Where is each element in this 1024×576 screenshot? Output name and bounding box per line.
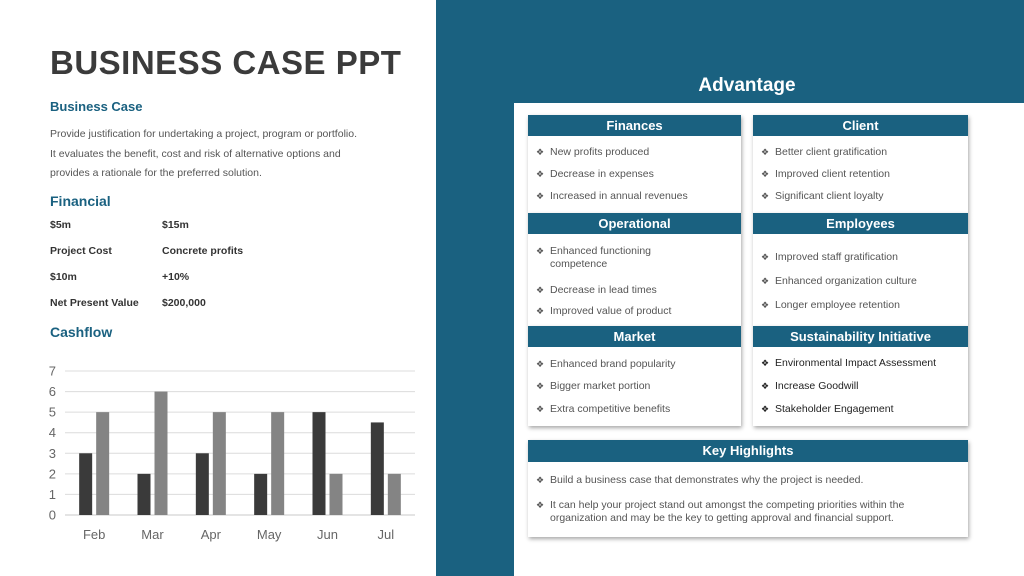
- card-title: Client: [753, 115, 968, 136]
- list-item-text: Better client gratification: [775, 146, 888, 158]
- list-item-text: Improved client retention: [775, 168, 890, 180]
- x-tick-label: Feb: [82, 527, 106, 542]
- card-title: Sustainability Initiative: [753, 326, 968, 347]
- description-line: It evaluates the benefit, cost and risk of alternative options and: [50, 147, 341, 160]
- diamond-bullet-icon: ❖: [761, 276, 770, 286]
- diamond-bullet-icon: ❖: [536, 475, 545, 485]
- bar: [79, 453, 92, 515]
- card-sustainability-initiative: [753, 326, 968, 426]
- list-item-text: Longer employee retention: [775, 299, 900, 311]
- list-item-text: Increase Goodwill: [775, 380, 859, 392]
- diamond-bullet-icon: ❖: [536, 147, 545, 157]
- cashflow-heading: Cashflow: [50, 324, 113, 340]
- bar: [96, 412, 109, 515]
- diamond-bullet-icon: ❖: [536, 285, 545, 295]
- bar: [155, 392, 168, 515]
- y-tick-label: 5: [48, 404, 56, 420]
- financial-label: Net Present Value: [50, 297, 139, 309]
- card-key-highlights: [528, 440, 968, 537]
- financial-value: $200,000: [162, 297, 206, 309]
- diamond-bullet-icon: ❖: [536, 359, 545, 369]
- x-tick-label: Jun: [317, 527, 338, 542]
- bar: [138, 474, 151, 515]
- list-item-text: Increased in annual revenues: [550, 190, 688, 202]
- list-item-line: It can help your project stand out amongst the competing priorities within the: [550, 499, 905, 511]
- list-item-line: organization and may be the key to getting approval and financial support.: [550, 512, 894, 524]
- financial-heading: Financial: [50, 193, 111, 209]
- diamond-bullet-icon: ❖: [761, 300, 770, 310]
- diamond-bullet-icon: ❖: [761, 381, 770, 391]
- financial-label: Project Cost: [50, 245, 112, 257]
- list-item-line: competence: [550, 258, 608, 270]
- bar: [330, 474, 343, 515]
- list-item-text: Improved value of product: [550, 305, 672, 317]
- card-title: Employees: [753, 213, 968, 234]
- diamond-bullet-icon: ❖: [536, 191, 545, 201]
- list-item: [761, 146, 887, 159]
- list-item: [536, 190, 688, 203]
- card-title: Key Highlights: [528, 440, 968, 462]
- cashflow-chart: [40, 360, 430, 550]
- x-tick-label: Apr: [200, 527, 221, 542]
- list-item-text: Significant client loyalty: [775, 190, 884, 202]
- y-tick-label: 0: [48, 507, 56, 523]
- diamond-bullet-icon: ❖: [761, 358, 770, 368]
- list-item: [536, 305, 671, 318]
- card-client: [753, 115, 968, 213]
- y-tick-label: 3: [48, 445, 56, 461]
- list-item: [536, 168, 654, 181]
- financial-value: $10m: [50, 271, 77, 283]
- business-case-description: [50, 125, 420, 184]
- y-tick-label: 7: [48, 363, 56, 379]
- card-title: Market: [528, 326, 741, 347]
- page-title: BUSINESS CASE PPT: [50, 44, 402, 81]
- x-tick-label: May: [256, 527, 282, 542]
- list-item-text: Enhanced brand popularity: [550, 358, 676, 370]
- list-item-text: Extra competitive benefits: [550, 403, 671, 415]
- diamond-bullet-icon: ❖: [761, 404, 770, 414]
- list-item-text: Stakeholder Engagement: [775, 403, 894, 415]
- list-item: [761, 190, 884, 203]
- card-title: Operational: [528, 213, 741, 234]
- list-item: [536, 284, 657, 297]
- list-item: [536, 146, 649, 159]
- list-item: [761, 357, 936, 370]
- diamond-bullet-icon: ❖: [761, 252, 770, 262]
- description-line: Provide justification for undertaking a project, program or portfolio.: [50, 128, 357, 140]
- list-item: [761, 168, 890, 181]
- list-item: [536, 499, 904, 525]
- bar: [371, 422, 384, 515]
- list-item: [536, 380, 650, 393]
- list-item: [761, 380, 858, 393]
- card-operational: [528, 213, 741, 326]
- financial-value: +10%: [162, 271, 190, 283]
- advantage-title: Advantage: [698, 75, 796, 96]
- list-item: [761, 299, 900, 312]
- list-item: [536, 245, 651, 271]
- diamond-bullet-icon: ❖: [536, 169, 545, 179]
- diamond-bullet-icon: ❖: [536, 381, 545, 391]
- list-item-text: Enhanced organization culture: [775, 275, 917, 287]
- diamond-bullet-icon: ❖: [536, 500, 545, 510]
- financial-label: Concrete profits: [162, 245, 244, 257]
- list-item-text: [550, 245, 651, 271]
- description-line: provides a rationale for the preferred solution.: [50, 167, 262, 179]
- y-tick-label: 4: [48, 425, 56, 441]
- list-item: [536, 358, 676, 371]
- business-case-heading: Business Case: [50, 99, 143, 114]
- list-item: [761, 403, 894, 416]
- diamond-bullet-icon: ❖: [536, 404, 545, 414]
- list-item-text: Build a business case that demonstrates why the project is needed.: [550, 474, 864, 486]
- card-finances: [528, 115, 741, 213]
- list-item: [536, 403, 670, 416]
- diamond-bullet-icon: ❖: [536, 306, 545, 316]
- x-tick-label: Jul: [377, 527, 395, 542]
- list-item-text: Decrease in lead times: [550, 284, 657, 296]
- card-title: Finances: [528, 115, 741, 136]
- y-tick-label: 6: [48, 384, 56, 400]
- list-item-text: New profits produced: [550, 146, 650, 158]
- x-tick-label: Mar: [141, 527, 164, 542]
- list-item-line: Enhanced functioning: [550, 245, 651, 257]
- bar: [313, 412, 326, 515]
- list-item: [761, 275, 917, 288]
- bar: [213, 412, 226, 515]
- card-employees: [753, 213, 968, 326]
- financial-value: $15m: [162, 219, 189, 231]
- list-item-text: Bigger market portion: [550, 380, 651, 392]
- bar: [388, 474, 401, 515]
- list-item: [536, 474, 863, 487]
- list-item-text: [550, 499, 904, 525]
- diamond-bullet-icon: ❖: [761, 169, 770, 179]
- card-market: [528, 326, 741, 426]
- diamond-bullet-icon: ❖: [761, 147, 770, 157]
- bar: [254, 474, 267, 515]
- y-tick-label: 2: [48, 466, 56, 482]
- financial-value: $5m: [50, 219, 72, 231]
- list-item: [761, 251, 898, 264]
- y-tick-label: 1: [48, 486, 56, 502]
- diamond-bullet-icon: ❖: [761, 191, 770, 201]
- list-item-text: Improved staff gratification: [775, 251, 898, 263]
- list-item-text: Decrease in expenses: [550, 168, 654, 180]
- diamond-bullet-icon: ❖: [536, 246, 545, 256]
- bar: [196, 453, 209, 515]
- list-item-text: Environmental Impact Assessment: [775, 357, 937, 369]
- bar: [271, 412, 284, 515]
